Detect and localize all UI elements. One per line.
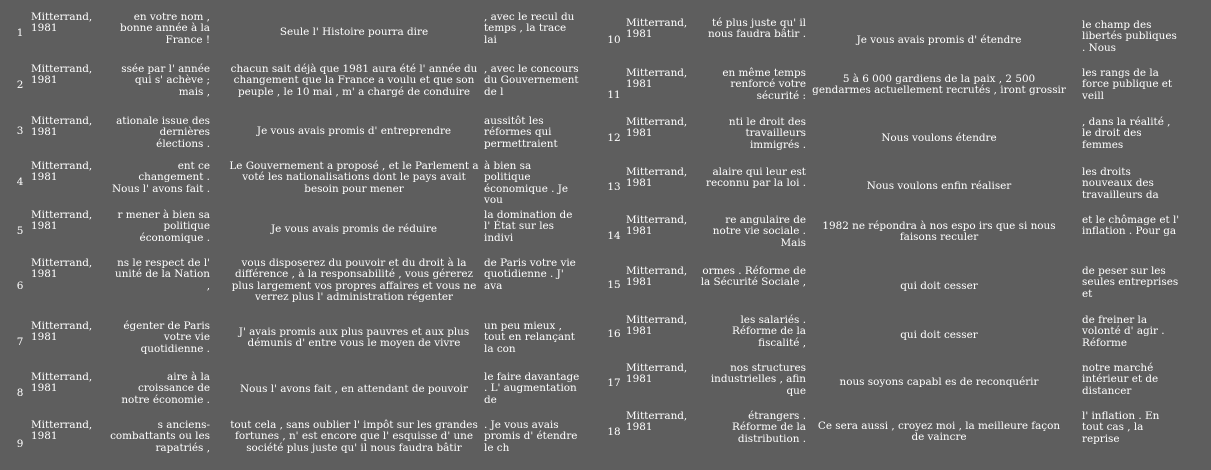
right-context: , avec le recul du temps , la trace lai bbox=[484, 11, 575, 46]
row-source: Mitterrand, 1981 bbox=[626, 67, 688, 91]
right-context: de freiner la volonté d' agir . Réforme bbox=[1082, 314, 1165, 349]
keyword-cell: tout cela , sans oublier l' impôt sur les grandes fortunes , n' est encore que l' esquisse d' une société plus juste qu' il nous faudra bâtir bbox=[230, 419, 478, 454]
row-number: 9 bbox=[16, 438, 24, 450]
row-number: 14 bbox=[607, 230, 621, 242]
right-context: le champ des libertés publiques . Nous bbox=[1082, 19, 1177, 54]
row-number: 6 bbox=[16, 280, 24, 292]
row-number: 10 bbox=[607, 34, 621, 46]
right-context: les rangs de la force publique et veill bbox=[1082, 67, 1173, 102]
row-number: 18 bbox=[607, 426, 621, 438]
left-context: ns le respect de l' unité de la Nation , bbox=[115, 257, 210, 292]
left-context: nti le droit des travailleurs immigrés . bbox=[728, 116, 806, 151]
row-source: Mitterrand, 1981 bbox=[31, 371, 93, 395]
keyword-cell: chacun sait déjà que 1981 aura été l' année du changement que la France a voulu et que son peuple , le 10 mai , m' a chargé de conduire bbox=[230, 63, 478, 98]
left-context: en votre nom , bonne année à la France ! bbox=[120, 11, 210, 46]
left-context: ent ce changement . Nous l' avons fait . bbox=[112, 160, 210, 195]
row-number: 16 bbox=[607, 328, 621, 340]
left-context: r mener à bien sa politique économique . bbox=[117, 209, 210, 244]
row-number: 2 bbox=[16, 79, 24, 91]
keyword-cell: vous disposerez du pouvoir et du droit à la différence , à la responsabilité , vous gérerez plus largement vos propres affaires et vous ne verrez plus l' administration régenter bbox=[231, 257, 477, 303]
right-context: et le chômage et l' inflation . Pour ga bbox=[1082, 214, 1180, 238]
right-context: le faire davantage . L' augmentation de bbox=[484, 371, 580, 406]
left-context: alaire qui leur est reconnu par la loi . bbox=[705, 166, 806, 190]
row-number: 13 bbox=[607, 181, 621, 193]
row-source: Mitterrand, 1981 bbox=[31, 160, 93, 184]
row-source: Mitterrand, 1981 bbox=[626, 166, 688, 190]
right-context: de peser sur les seules entreprises et bbox=[1082, 265, 1179, 300]
keyword-cell: J' avais promis aux plus pauvres et aux plus démunis d' entre vous le moyen de vivre bbox=[238, 326, 470, 350]
left-context: nos structures industrielles , afin que bbox=[710, 362, 806, 397]
keyword-cell: 1982 ne répondra à nos espo irs que si nous faisons reculer bbox=[822, 220, 1056, 244]
keyword-cell: Nous voulons enfin réaliser bbox=[866, 180, 1012, 192]
keyword-cell: Je vous avais promis d' étendre bbox=[856, 34, 1022, 46]
row-source: Mitterrand, 1981 bbox=[31, 320, 93, 344]
row-number: 3 bbox=[16, 125, 24, 137]
left-context: en même temps renforcé votre sécurité : bbox=[722, 67, 806, 102]
left-context: les salariés . Réforme de la fiscalité , bbox=[732, 314, 806, 349]
keyword-cell: Ce sera aussi , croyez moi , la meilleure façon de vaincre bbox=[817, 420, 1061, 444]
right-context: , avec le concours du Gouvernement de l bbox=[484, 63, 579, 98]
row-source: Mitterrand, 1981 bbox=[31, 419, 93, 443]
row-source: Mitterrand, 1981 bbox=[31, 63, 93, 87]
row-source: Mitterrand, 1981 bbox=[626, 314, 688, 338]
left-context: ssée par l' année qui s' achève ; mais , bbox=[121, 63, 210, 98]
right-context: notre marché intérieur et de distancer bbox=[1082, 362, 1159, 397]
row-source: Mitterrand, 1981 bbox=[626, 265, 688, 289]
row-number: 11 bbox=[607, 89, 621, 101]
right-context: à bien sa politique économique . Je vou bbox=[484, 160, 569, 206]
keyword-cell: Je vous avais promis de réduire bbox=[271, 223, 437, 235]
row-source: Mitterrand, 1981 bbox=[31, 115, 93, 139]
row-number: 4 bbox=[16, 176, 24, 188]
right-context: . Je vous avais promis d' étendre le ch bbox=[484, 419, 578, 454]
keyword-cell: Nous l' avons fait , en attendant de pouvoir bbox=[240, 383, 468, 395]
right-context: un peu mieux , tout en relançant la con bbox=[484, 320, 575, 355]
keyword-cell: 5 à 6 000 gardiens de la paix , 2 500 gendarmes actuellement recrutés , iront grossir bbox=[812, 73, 1066, 97]
left-context: ationale issue des dernières élections . bbox=[116, 115, 210, 150]
row-source: Mitterrand, 1981 bbox=[626, 17, 688, 41]
row-source: Mitterrand, 1981 bbox=[31, 209, 93, 233]
right-context: la domination de l' État sur les indivi bbox=[484, 209, 573, 244]
row-number: 8 bbox=[16, 387, 24, 399]
left-context: égenter de Paris votre vie quotidienne . bbox=[123, 320, 210, 355]
keyword-cell: Seule l' Histoire pourra dire bbox=[279, 26, 429, 38]
left-context: étrangers . Réforme de la distribution . bbox=[732, 410, 806, 445]
left-context: s anciens-combattants ou les rapatriés , bbox=[110, 419, 210, 454]
right-context: aussitôt les réformes qui permettraient bbox=[484, 115, 558, 150]
row-number: 5 bbox=[16, 225, 24, 237]
row-source: Mitterrand, 1981 bbox=[626, 410, 688, 434]
keyword-cell: qui doit cesser bbox=[900, 329, 978, 341]
row-source: Mitterrand, 1981 bbox=[626, 362, 688, 386]
left-context: ormes . Réforme de la Sécurité Sociale , bbox=[700, 265, 806, 289]
left-context: té plus juste qu' il nous faudra bâtir . bbox=[707, 17, 806, 41]
keyword-cell: Je vous avais promis d' entreprendre bbox=[256, 125, 452, 137]
right-context: de Paris votre vie quotidienne . J' ava bbox=[484, 257, 576, 292]
keyword-cell: Le Gouvernement a proposé , et le Parlement a voté les nationalisations dont le pays avait besoin pour mener bbox=[229, 160, 479, 195]
row-number: 17 bbox=[607, 377, 621, 389]
row-source: Mitterrand, 1981 bbox=[31, 11, 93, 35]
row-number: 1 bbox=[16, 27, 24, 39]
keyword-cell: qui doit cesser bbox=[900, 280, 978, 292]
right-context: , dans la réalité , le droit des femmes bbox=[1082, 116, 1171, 151]
keyword-cell: nous soyons capabl es de reconquérir bbox=[839, 376, 1039, 388]
left-context: re angulaire de notre vie sociale . Mais bbox=[712, 214, 806, 249]
right-context: les droits nouveaux des travailleurs da bbox=[1082, 166, 1159, 201]
row-source: Mitterrand, 1981 bbox=[626, 116, 688, 140]
left-context: aire à la croissance de notre économie . bbox=[121, 371, 210, 406]
keyword-cell: Nous voulons étendre bbox=[881, 132, 997, 144]
right-context: l' inflation . En tout cas , la reprise bbox=[1082, 410, 1160, 445]
row-number: 7 bbox=[16, 336, 24, 348]
row-number: 12 bbox=[607, 132, 621, 144]
row-number: 15 bbox=[607, 279, 621, 291]
row-source: Mitterrand, 1981 bbox=[31, 257, 93, 281]
row-source: Mitterrand, 1981 bbox=[626, 214, 688, 238]
